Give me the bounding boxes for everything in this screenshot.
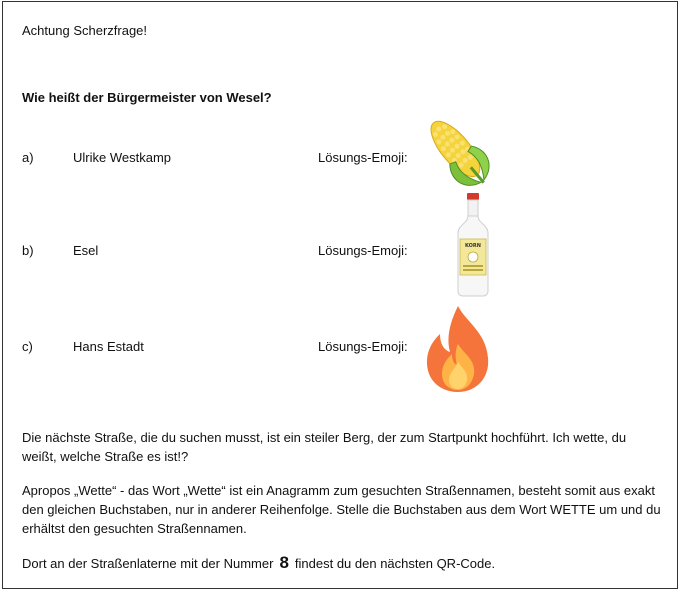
- option-b-emoji-label: Lösungs-Emoji:: [318, 243, 408, 258]
- paragraph-anagram: Apropos „Wette“ - das Wort „Wette“ ist ein Anagramm zum gesuchten Straßennamen, besteht somit aus exakt den gleichen Buchstaben, nur in anderer Reihenfolge. Stelle die Buchstaben aus dem Wort WETTE um und du erhältst den gesuchten Straßennamen.: [22, 483, 661, 536]
- option-b-letter: b): [22, 243, 34, 258]
- final-instruction: [22, 553, 662, 573]
- option-c-letter: c): [22, 339, 33, 354]
- final-text-before: Dort an der Straßenlaterne mit der Nummer: [22, 556, 274, 571]
- option-a-text: Ulrike Westkamp: [73, 150, 172, 165]
- option-c-emoji-label: Lösungs-Emoji:: [318, 339, 408, 354]
- lantern-number: 8: [279, 553, 289, 572]
- option-a-emoji-label: Lösungs-Emoji:: [318, 150, 408, 165]
- korn-bottle-emoji: [452, 193, 494, 297]
- fire-emoji: [422, 304, 494, 394]
- final-text-after: findest du den nächsten QR-Code.: [294, 556, 496, 571]
- bottle-label-text: KORN: [465, 243, 481, 249]
- intro-text: Achtung Scherzfrage!: [22, 23, 148, 38]
- option-c-text: Hans Estadt: [73, 339, 144, 354]
- option-b-text: Esel: [73, 243, 99, 258]
- corn-emoji: [416, 112, 500, 192]
- paragraph-hint: Die nächste Straße, die du suchen musst, ist ein steiler Berg, der zum Startpunkt hochführt. Ich wette, du weißt, welche Straße es ist!?: [22, 430, 627, 464]
- question-heading: Wie heißt der Bürgermeister von Wesel?: [22, 90, 272, 105]
- option-a-letter: a): [22, 150, 34, 165]
